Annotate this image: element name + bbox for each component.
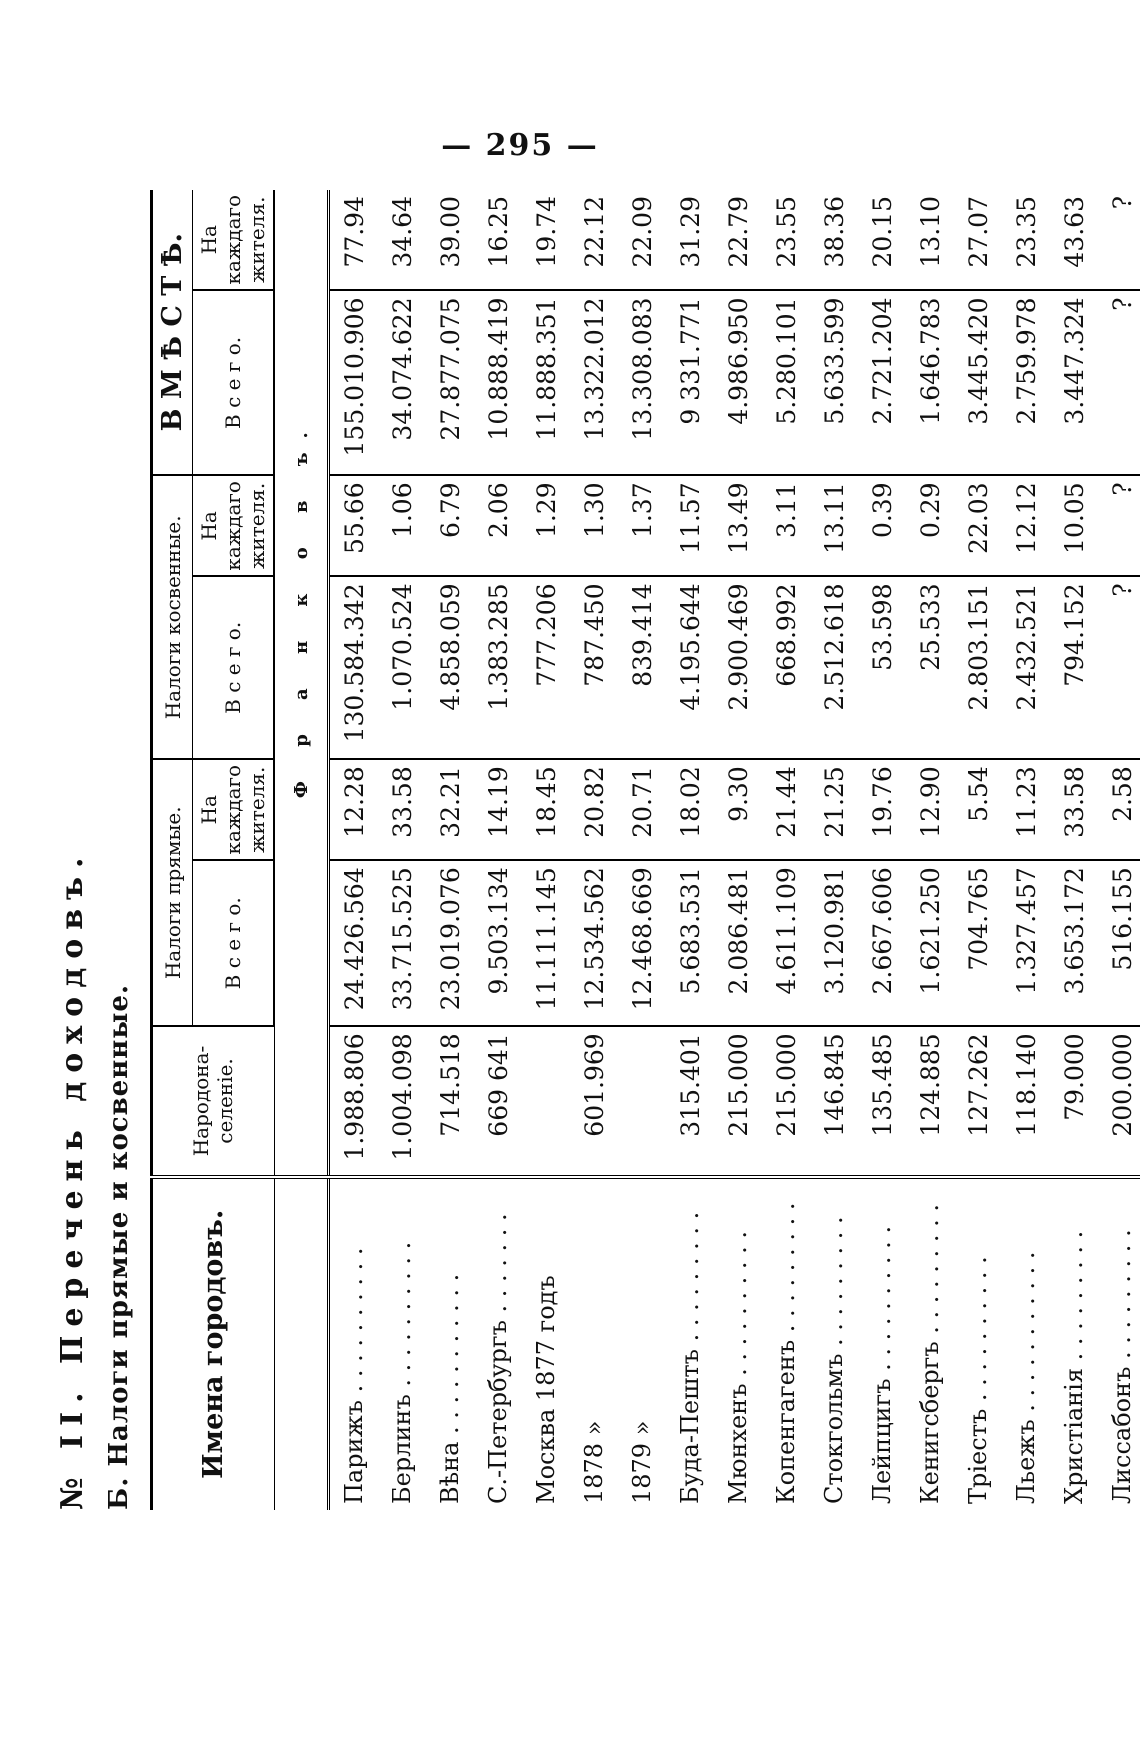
city-name-cell: 1878 » [580,1420,608,1504]
direct-per-cell: 2.58 [1098,759,1140,860]
direct-total-cell: 3.120.981 [810,860,858,1026]
direct-total-cell: 24.426.564 [329,860,379,1026]
direct-per-cell: 32.21 [426,759,474,860]
table-row [762,190,810,1510]
indirect-per-cell: 13.11 [810,475,858,576]
direct-per-cell: 33.58 [1050,759,1098,860]
city-name-cell: Мюнхенъ . . . . . . . . . . [724,1230,752,1504]
population-cell: 1.988.806 [329,1026,379,1176]
direct-total-cell: 11.111.145 [522,860,570,1026]
direct-per-cell: 9.30 [714,759,762,860]
direct-total-cell: 1.327.457 [1002,860,1050,1026]
direct-total-cell: 3.653.172 [1050,860,1098,1026]
table-body [329,190,1140,1510]
direct-per-cell: 18.45 [522,759,570,860]
direct-per-cell: 5.54 [954,759,1002,860]
population-cell: 200.000 [1098,1026,1140,1176]
population-cell: 118.140 [1002,1026,1050,1176]
table-row [1098,190,1140,1510]
all-total-cell: 3.445.420 [954,290,1002,475]
all-total-cell: 155.010.906 [329,290,379,475]
indirect-per-cell: ? [1098,475,1140,576]
city-name-cell: Лиссабонъ . . . . . . . . . [1108,1229,1136,1504]
table-row [906,190,954,1510]
group-direct-header: Налоги прямые. [152,759,193,1026]
direct-total-cell: 4.611.109 [762,860,810,1026]
all-per-cell: 34.64 [378,190,426,290]
city-name-cell: Вѣна . . . . . . . . . . . [436,1273,464,1504]
table-row [810,190,858,1510]
all-total-cell: 5.633.599 [810,290,858,475]
indirect-per-header: На каждаго жителя. [193,475,275,576]
city-name-cell: Стокгольмъ . . . . . . . . . [820,1216,848,1504]
all-total-cell: 2.721.204 [858,290,906,475]
indirect-per-cell: 11.57 [666,475,714,576]
direct-total-cell: 12.468.669 [618,860,666,1026]
all-per-cell: 13.10 [906,190,954,290]
all-per-cell: 22.12 [570,190,618,290]
direct-per-cell: 19.76 [858,759,906,860]
direct-total-cell: 704.765 [954,860,1002,1026]
indirect-per-cell: 0.29 [906,475,954,576]
table-subtitle: Б. Налоги прямые и косвенные. [104,984,134,1510]
city-name-cell: Тріестъ . . . . . . . . . . [964,1256,992,1504]
indirect-per-cell: 22.03 [954,475,1002,576]
city-name-cell: Кенигсбергъ . . . . . . . . . [916,1204,944,1504]
all-per-cell: 20.15 [858,190,906,290]
city-name-cell: Копенгагенъ . . . . . . . . . [772,1202,800,1504]
col-population-header: Народона-селеніе. [152,1026,275,1176]
col-city-header: Имена городовъ. [152,1177,275,1510]
indirect-total-cell: 839.414 [618,576,666,759]
city-name-cell: 1879 » [628,1420,656,1504]
population-cell: 79.000 [1050,1026,1098,1176]
all-total-cell: 3.447.324 [1050,290,1098,475]
all-per-cell: 43.63 [1050,190,1098,290]
direct-total-header: В с е г о. [193,860,275,1026]
direct-total-cell: 23.019.076 [426,860,474,1026]
indirect-total-cell: 1.383.285 [474,576,522,759]
indirect-per-cell: 1.29 [522,475,570,576]
table-row [570,190,618,1510]
city-name-cell: Льежъ . . . . . . . . . . . [1012,1251,1040,1504]
direct-per-cell: 14.19 [474,759,522,860]
direct-per-cell: 21.25 [810,759,858,860]
population-cell [522,1026,570,1176]
all-total-cell: 13.308.083 [618,290,666,475]
table-title: № II. Перечень доходовъ. [55,848,90,1510]
indirect-total-cell: 4.858.059 [426,576,474,759]
indirect-total-cell: 794.152 [1050,576,1098,759]
indirect-total-cell: ? [1098,576,1140,759]
indirect-per-cell: 13.49 [714,475,762,576]
direct-per-cell: 33.58 [378,759,426,860]
table-row [858,190,906,1510]
table-row [714,190,762,1510]
all-per-cell: 16.25 [474,190,522,290]
indirect-total-cell: 130.584.342 [329,576,379,759]
direct-total-cell: 2.086.481 [714,860,762,1026]
all-per-cell: 38.36 [810,190,858,290]
all-per-cell: 19.74 [522,190,570,290]
direct-total-cell: 12.534.562 [570,860,618,1026]
direct-total-cell: 516.155 [1098,860,1140,1026]
population-cell: 315.401 [666,1026,714,1176]
direct-per-cell: 11.23 [1002,759,1050,860]
indirect-per-cell: 55.66 [329,475,379,576]
all-total-cell: 11.888.351 [522,290,570,475]
population-cell: 135.485 [858,1026,906,1176]
indirect-per-cell: 6.79 [426,475,474,576]
population-cell: 146.845 [810,1026,858,1176]
population-cell: 669 641 [474,1026,522,1176]
direct-per-cell: 21.44 [762,759,810,860]
indirect-per-cell: 3.11 [762,475,810,576]
table-row [1002,190,1050,1510]
table-row [474,190,522,1510]
indirect-total-cell: 1.070.524 [378,576,426,759]
rotated-table-region [55,190,1137,1510]
all-per-cell: ? [1098,190,1140,290]
direct-per-header: На каждаго жителя. [193,759,275,860]
indirect-total-cell: 787.450 [570,576,618,759]
revenue-table [150,190,1140,1510]
all-per-header: На каждаго жителя. [193,190,275,290]
direct-total-cell: 33.715.525 [378,860,426,1026]
indirect-per-cell: 1.30 [570,475,618,576]
city-name-cell: Христіанія . . . . . . . . . [1060,1230,1088,1504]
indirect-total-header: В с е г о. [193,576,275,759]
all-total-header: В с е г о. [193,290,275,475]
all-per-cell: 23.55 [762,190,810,290]
direct-per-cell: 20.82 [570,759,618,860]
indirect-total-cell: 4.195.644 [666,576,714,759]
indirect-per-cell: 2.06 [474,475,522,576]
indirect-total-cell: 2.900.469 [714,576,762,759]
indirect-per-cell: 12.12 [1002,475,1050,576]
group-total-header: В М Ѣ С Т Ѣ. [152,190,193,475]
all-per-cell: 22.09 [618,190,666,290]
city-name-cell: Парижъ . . . . . . . . . . [340,1247,368,1504]
all-total-cell: 10.888.419 [474,290,522,475]
city-name-cell: Буда-Пештъ . . . . . . . . . [676,1211,704,1504]
table-row [618,190,666,1510]
city-name-cell: Москва 1877 годъ [532,1275,560,1504]
table-row [329,190,379,1510]
all-per-cell: 77.94 [329,190,379,290]
population-cell: 215.000 [762,1026,810,1176]
table-row [666,190,714,1510]
all-per-cell: 22.79 [714,190,762,290]
all-total-cell: 27.877.075 [426,290,474,475]
all-total-cell: 13.322.012 [570,290,618,475]
direct-total-cell: 5.683.531 [666,860,714,1026]
indirect-per-cell: 1.37 [618,475,666,576]
population-cell: 601.969 [570,1026,618,1176]
indirect-total-cell: 668.992 [762,576,810,759]
all-total-cell: 1.646.783 [906,290,954,475]
all-total-cell: 5.280.101 [762,290,810,475]
direct-total-cell: 9.503.134 [474,860,522,1026]
population-cell: 714.518 [426,1026,474,1176]
indirect-total-cell: 53.598 [858,576,906,759]
city-name-cell: Берлинъ . . . . . . . . . . [388,1241,416,1504]
indirect-total-cell: 2.432.521 [1002,576,1050,759]
table-row [522,190,570,1510]
population-cell [618,1026,666,1176]
all-per-cell: 23.35 [1002,190,1050,290]
indirect-total-cell: 2.803.151 [954,576,1002,759]
direct-per-cell: 18.02 [666,759,714,860]
all-total-cell: 34.074.622 [378,290,426,475]
direct-per-cell: 20.71 [618,759,666,860]
all-total-cell: 4.986.950 [714,290,762,475]
all-total-cell: 2.759.978 [1002,290,1050,475]
population-cell: 127.262 [954,1026,1002,1176]
population-cell: 124.885 [906,1026,954,1176]
city-name-cell: С.-Петербургъ . . . . . . . [484,1213,512,1504]
direct-per-cell: 12.28 [329,759,379,860]
city-name-cell: Лейпцигъ . . . . . . . . . . [868,1225,896,1504]
population-cell: 1.004.098 [378,1026,426,1176]
group-indirect-header: Налоги косвенные. [152,475,193,759]
table-row [378,190,426,1510]
units-row: Ф р а н к о в ъ. [274,190,329,1026]
all-per-cell: 27.07 [954,190,1002,290]
direct-total-cell: 2.667.606 [858,860,906,1026]
page-number: — 295 — [441,128,599,163]
table-heading [55,190,134,1510]
table-row [954,190,1002,1510]
indirect-total-cell: 25.533 [906,576,954,759]
all-total-cell: ? [1098,290,1140,475]
direct-total-cell: 1.621.250 [906,860,954,1026]
indirect-per-cell: 0.39 [858,475,906,576]
table-row [426,190,474,1510]
table-row [1050,190,1098,1510]
all-per-cell: 31.29 [666,190,714,290]
direct-per-cell: 12.90 [906,759,954,860]
indirect-total-cell: 777.206 [522,576,570,759]
all-per-cell: 39.00 [426,190,474,290]
all-total-cell: 9 331.771 [666,290,714,475]
population-cell: 215.000 [714,1026,762,1176]
indirect-total-cell: 2.512.618 [810,576,858,759]
indirect-per-cell: 1.06 [378,475,426,576]
indirect-per-cell: 10.05 [1050,475,1098,576]
